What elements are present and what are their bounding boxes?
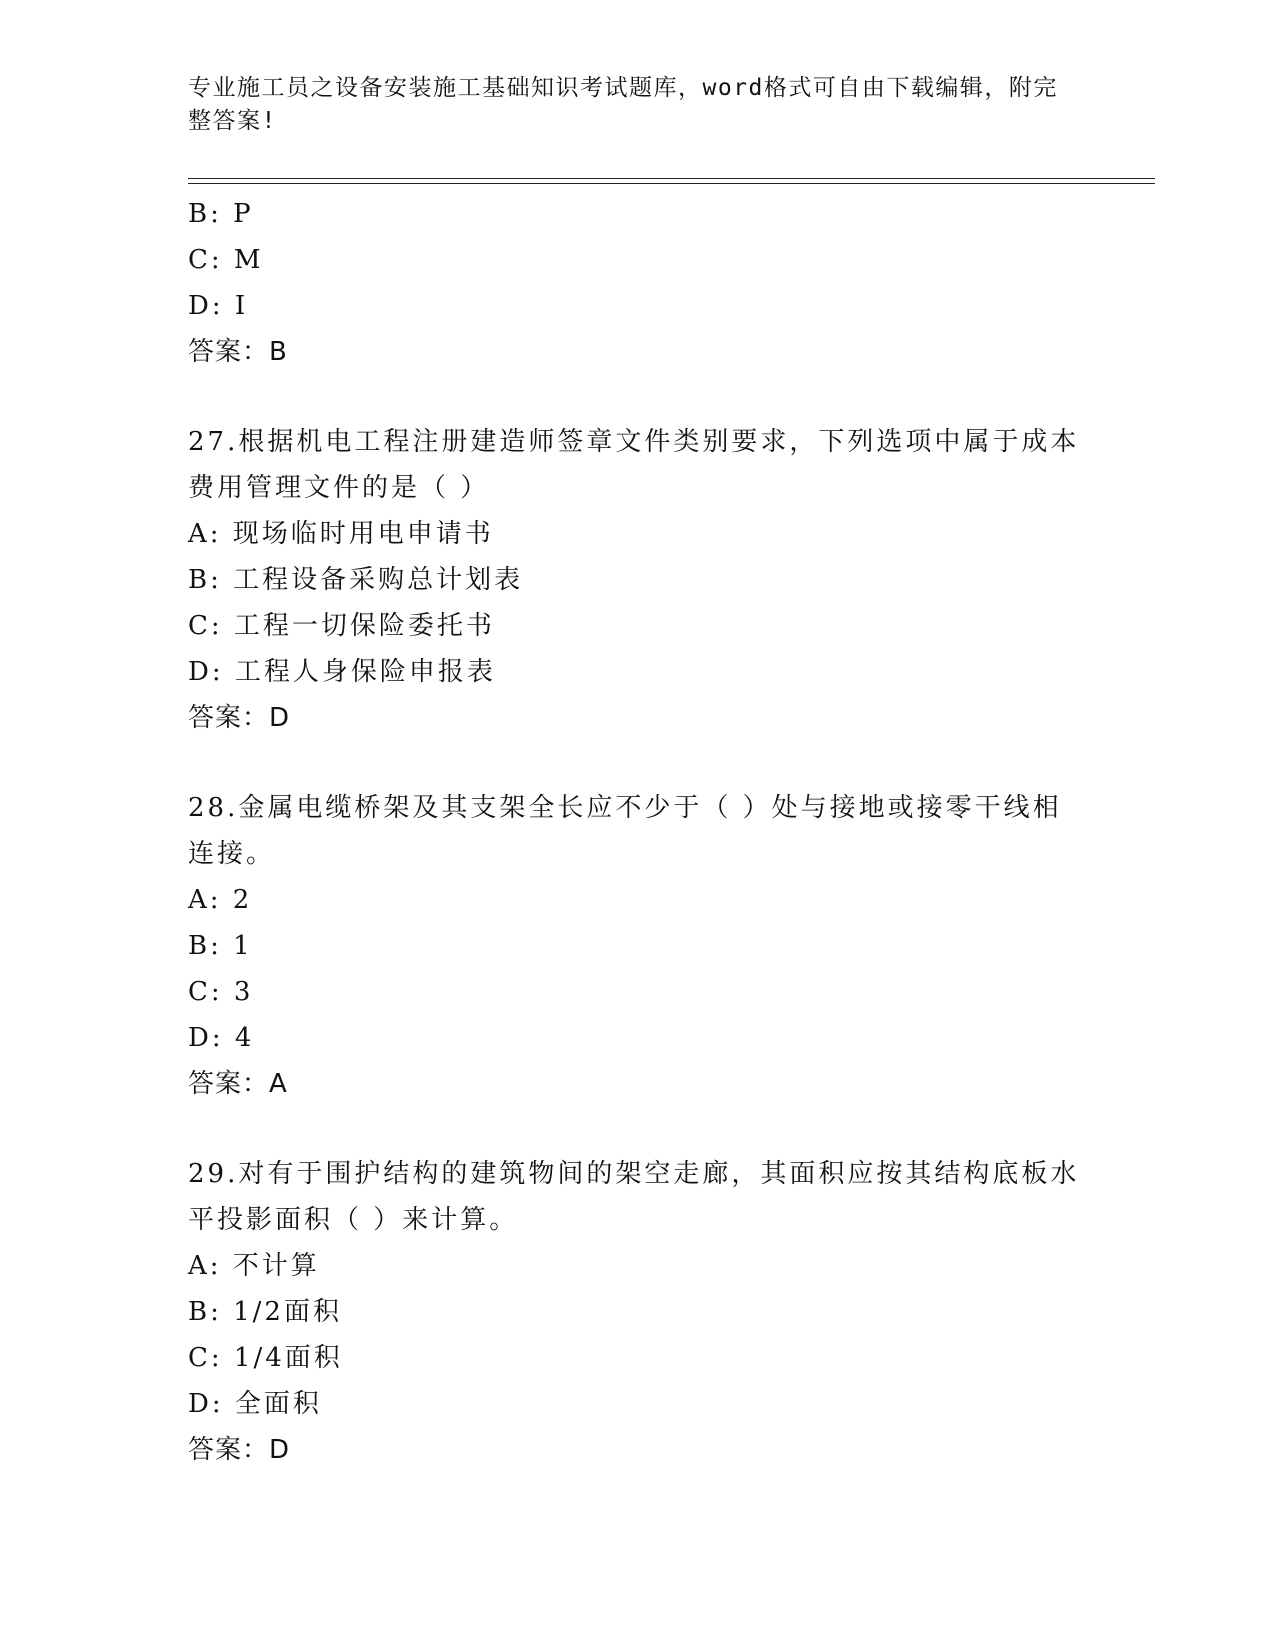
option-a: A: 现场临时用电申请书	[188, 519, 494, 549]
option-d: D: 工程人身保险申报表	[188, 657, 496, 687]
option-d: D: 全面积	[188, 1389, 322, 1419]
option-b: B: 1/2面积	[188, 1297, 342, 1327]
question-stem-line-1: 27.根据机电工程注册建造师签章文件类别要求，下列选项中属于成本	[188, 427, 1080, 457]
header-divider-bottom	[188, 183, 1155, 184]
question-list	[188, 191, 1088, 1473]
header-line-2: 整答案!	[188, 108, 277, 134]
option-d: D: 4	[188, 1023, 255, 1053]
spacer	[188, 1107, 1088, 1151]
option-b: B: P	[188, 199, 254, 229]
option-d: D: I	[188, 291, 249, 321]
option-b: B: 1	[188, 931, 253, 961]
option-c: C: 1/4面积	[188, 1343, 343, 1373]
question-stem-line-1: 29.对有于围护结构的建筑物间的架空走廊，其面积应按其结构底板水	[188, 1159, 1080, 1189]
question-28	[188, 785, 1088, 1107]
question-29	[188, 1151, 1088, 1473]
question-26-tail	[188, 191, 1088, 375]
option-a: A: 2	[188, 885, 253, 915]
option-c: C: 工程一切保险委托书	[188, 611, 495, 641]
spacer	[188, 741, 1088, 785]
header-divider-top	[188, 178, 1155, 179]
question-stem-line-2: 费用管理文件的是（ ）	[188, 473, 490, 503]
answer-line: 答案：D	[188, 703, 291, 733]
spacer	[188, 375, 1088, 419]
answer-line: 答案：B	[188, 337, 288, 367]
option-c: C: M	[188, 245, 264, 275]
question-27	[188, 419, 1088, 741]
question-stem-line-1: 28.金属电缆桥架及其支架全长应不少于（ ）处与接地或接零干线相	[188, 793, 1062, 823]
header-line-1: 专业施工员之设备安装施工基础知识考试题库，word格式可自由下载编辑，附完	[188, 75, 1058, 101]
option-c: C: 3	[188, 977, 254, 1007]
document-header	[188, 72, 1088, 138]
question-stem-line-2: 平投影面积（ ）来计算。	[188, 1205, 519, 1235]
option-a: A: 不计算	[188, 1251, 320, 1281]
option-b: B: 工程设备采购总计划表	[188, 565, 524, 595]
answer-line: 答案：A	[188, 1069, 288, 1099]
question-stem-line-2: 连接。	[188, 839, 276, 869]
answer-line: 答案：D	[188, 1435, 291, 1465]
